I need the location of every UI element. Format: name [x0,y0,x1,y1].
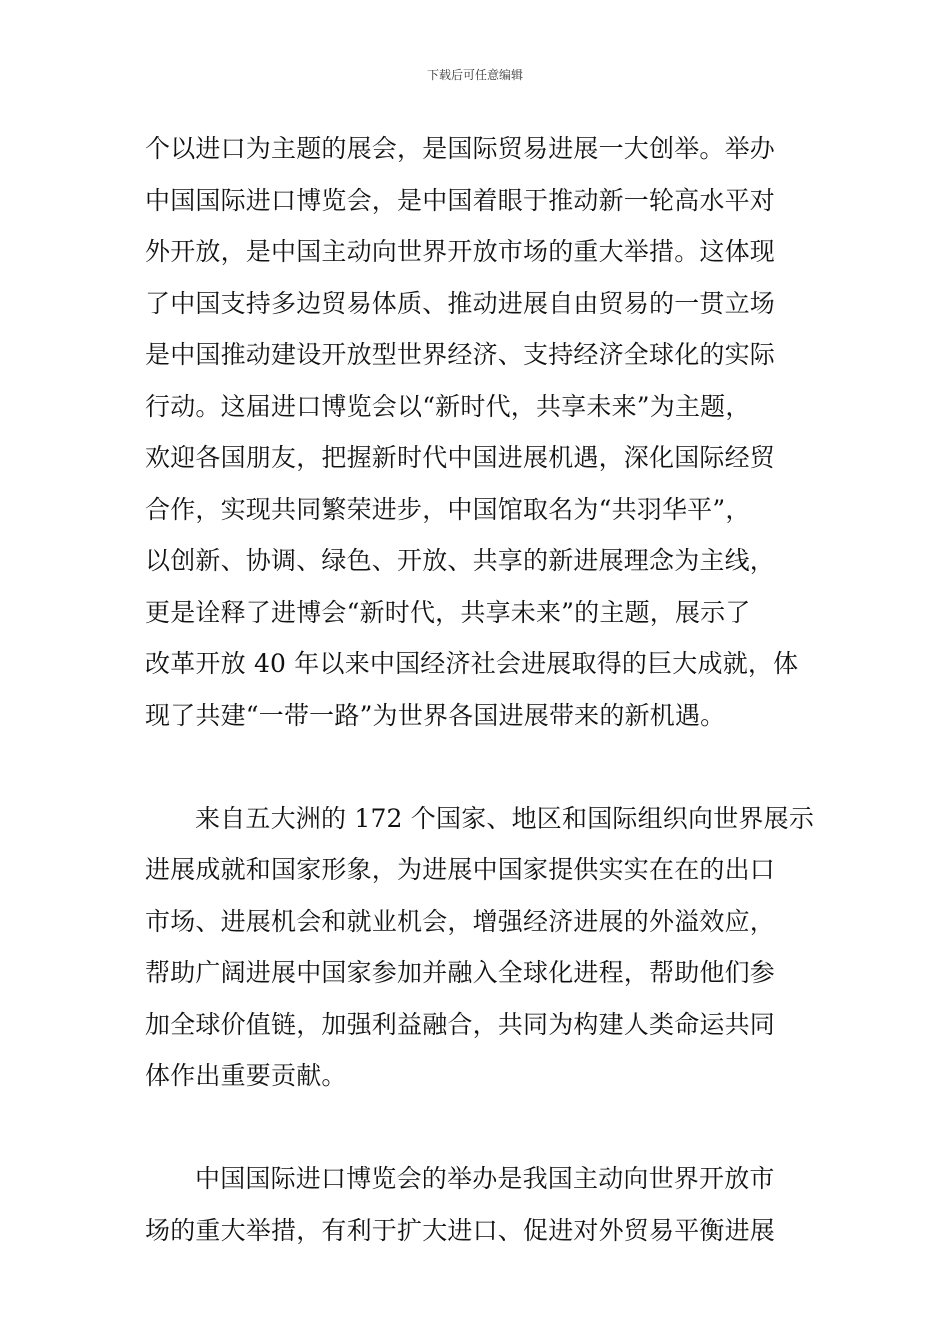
text-line: 体作出重要贡献。 [145,1061,347,1090]
text-line: 以创新、协调、绿色、开放、共享的新进展理念为主线， [145,546,776,575]
paragraph-2 [145,793,815,1102]
text-line: 进展成就和国家形象，为进展中国家提供实实在在的出口 [145,855,776,884]
text-line: 帮助广阔进展中国家参加并融入全球化进程，帮助他们参 [145,958,776,987]
document-body [145,123,815,1256]
text-line: 合作，实现共同繁荣进步，中国馆取名为“共羽华平”， [145,494,751,524]
text-line: 是中国推动建设开放型世界经济、支持经济全球化的实际 [145,340,776,369]
text-line: 了中国支持多边贸易体质、推动进展自由贸易的一贯立场 [145,288,776,318]
text-line: 场的重大举措，有利于扩大进口、促进对外贸易平衡进展 [145,1215,776,1245]
text-line: 加全球价值链，加强利益融合，共同为构建人类命运共同 [145,1009,776,1039]
text-line: 欢迎各国朋友，把握新时代中国进展机遇，深化国际经贸 [145,443,776,472]
text-line: 中国国际进口博览会的举办是我国主动向世界开放市 [195,1164,775,1193]
page-header-note: 下载后可任意编辑 [426,68,523,82]
text-line: 外开放，是中国主动向世界开放市场的重大举措。这体现 [145,237,776,266]
text-line: 更是诠释了进博会“新时代，共享未来”的主题，展示了 [145,597,751,627]
text-line: 行动。这届进口博览会以“新时代，共享未来”为主题， [145,391,751,421]
paragraph-3 [145,1153,810,1256]
text-line: 中国国际进口博览会，是中国着眼于推动新一轮高水平对 [145,185,776,215]
paragraph-spacer [145,1102,810,1154]
text-line: 来自五大洲的 172 个国家、地区和国际组织向世界展示 [195,803,815,833]
text-line: 现了共建“一带一路”为世界各国进展带来的新机遇。 [145,700,726,730]
paragraph-spacer [145,741,810,793]
paragraph-1 [145,123,810,741]
text-line: 改革开放 40 年以来中国经济社会进展取得的巨大成就，体 [145,649,799,678]
text-line: 市场、进展机会和就业机会，增强经济进展的外溢效应， [145,906,776,936]
text-line: 个以进口为主题的展会，是国际贸易进展一大创举。举办 [145,134,776,163]
